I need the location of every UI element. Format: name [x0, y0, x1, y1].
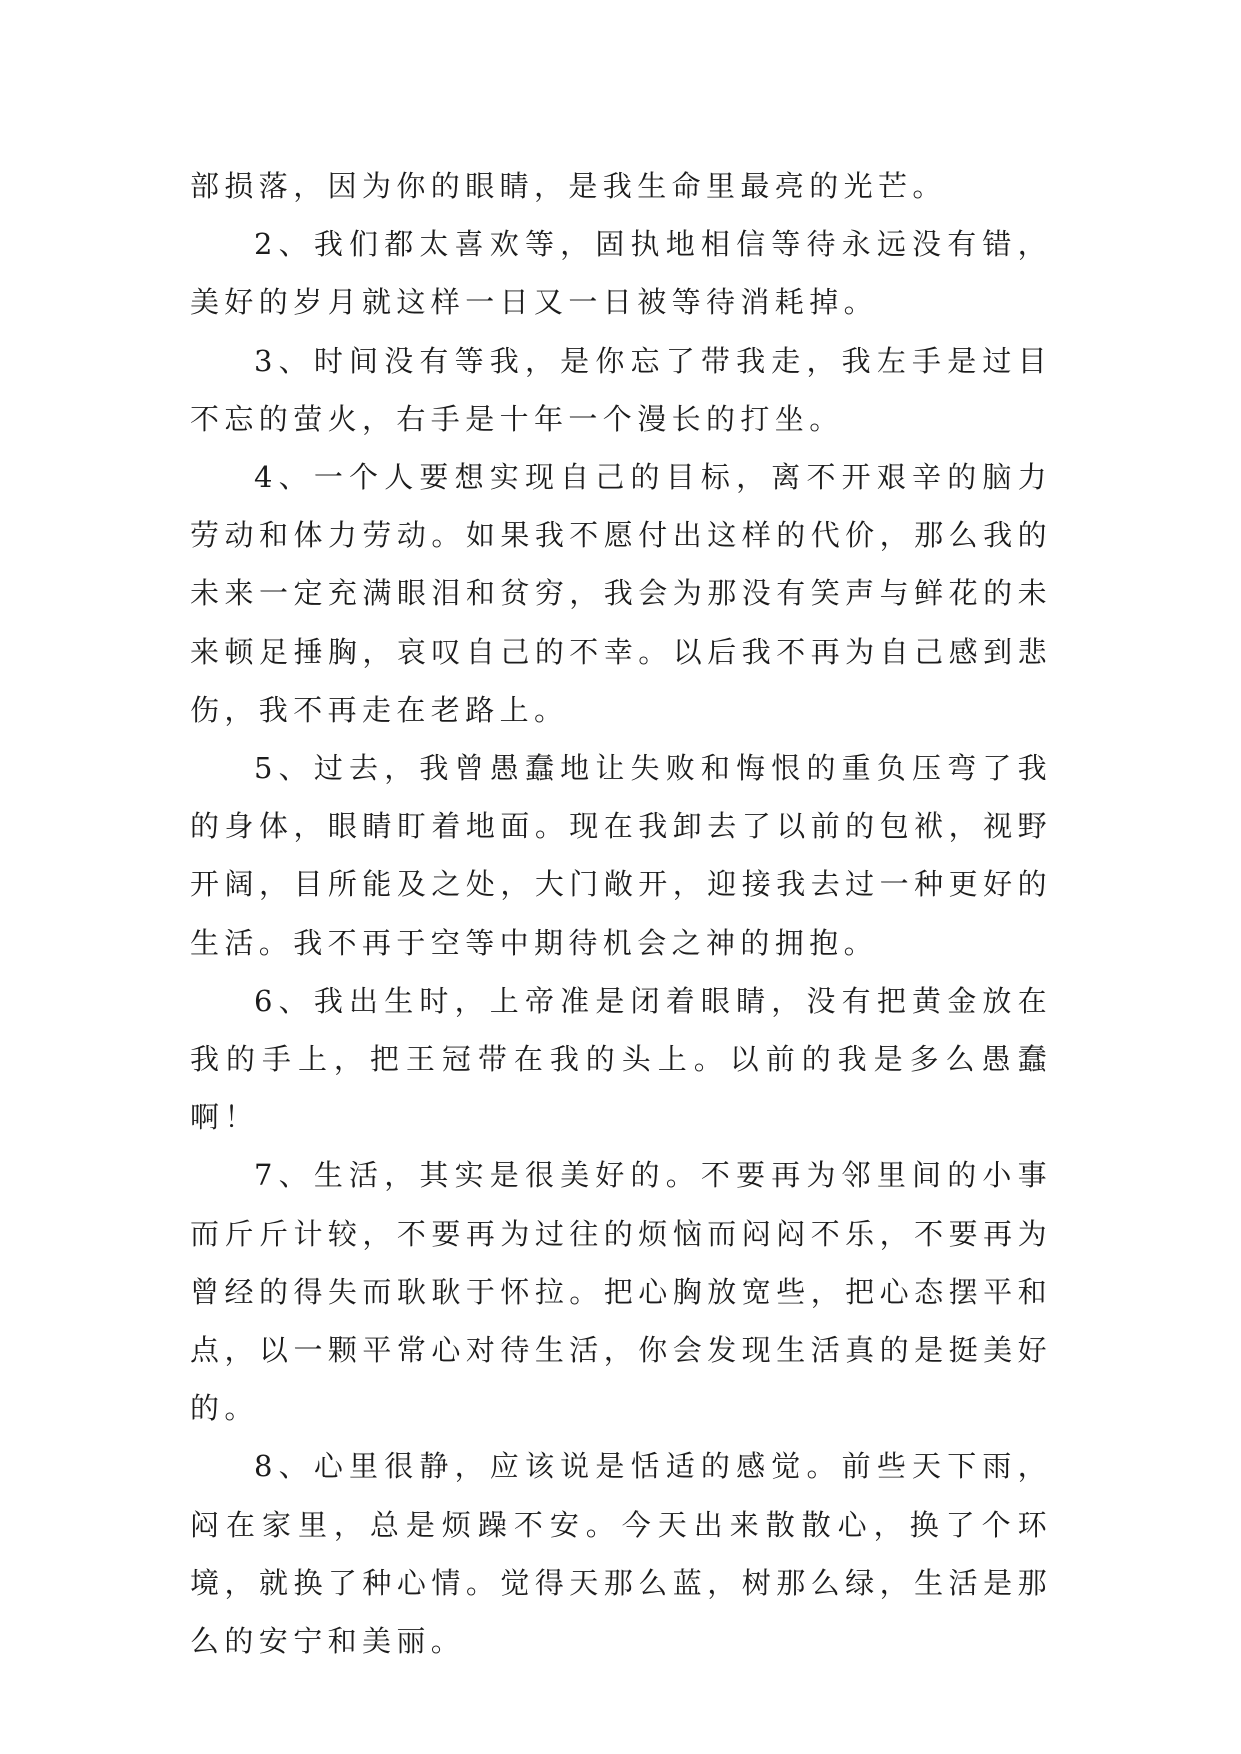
document-body: [190, 157, 1052, 1670]
paragraph-item-2: 2、我们都太喜欢等，固执地相信等待永远没有错，美好的岁月就这样一日又一日被等待消耗掉。: [190, 227, 1052, 320]
paragraph-item-7: 7、生活，其实是很美好的。不要再为邻里间的小事而斤斤计较，不要再为过往的烦恼而闷闷不乐，不要再为曾经的得失而耿耿于怀拉。把心胸放宽些，把心态摆平和点，以一颗平常心对待生活，你会发现生活真的是挺美好的。: [190, 1158, 1052, 1426]
paragraph-continuation: 部损落，因为你的眼睛，是我生命里最亮的光芒。: [190, 169, 947, 203]
paragraph-item-3: 3、时间没有等我，是你忘了带我走，我左手是过目不忘的萤火，右手是十年一个漫长的打坐。: [190, 343, 1052, 436]
paragraph-item-5: 5、过去，我曾愚蠢地让失败和悔恨的重负压弯了我的身体，眼睛盯着地面。现在我卸去了以前的包袱，视野开阔，目所能及之处，大门敞开，迎接我去过一种更好的生活。我不再于空等中期待机会之神的拥抱。: [190, 751, 1052, 960]
paragraph-item-6: 6、我出生时，上帝准是闭着眼睛，没有把黄金放在我的手上，把王冠带在我的头上。以前的我是多么愚蠢啊！: [190, 983, 1052, 1135]
paragraph-item-4: 4、一个人要想实现自己的目标，离不开艰辛的脑力劳动和体力劳动。如果我不愿付出这样的代价，那么我的未来一定充满眼泪和贫穷，我会为那没有笑声与鲜花的未来顿足捶胸，哀叹自己的不幸。以后我不再为自己感到悲伤，我不再走在老路上。: [190, 460, 1052, 727]
paragraph-item-8: 8、心里很静，应该说是恬适的感觉。前些天下雨，闷在家里，总是烦躁不安。今天出来散散心，换了个环境，就换了种心情。觉得天那么蓝，树那么绿，生活是那么的安宁和美丽。: [190, 1449, 1052, 1659]
